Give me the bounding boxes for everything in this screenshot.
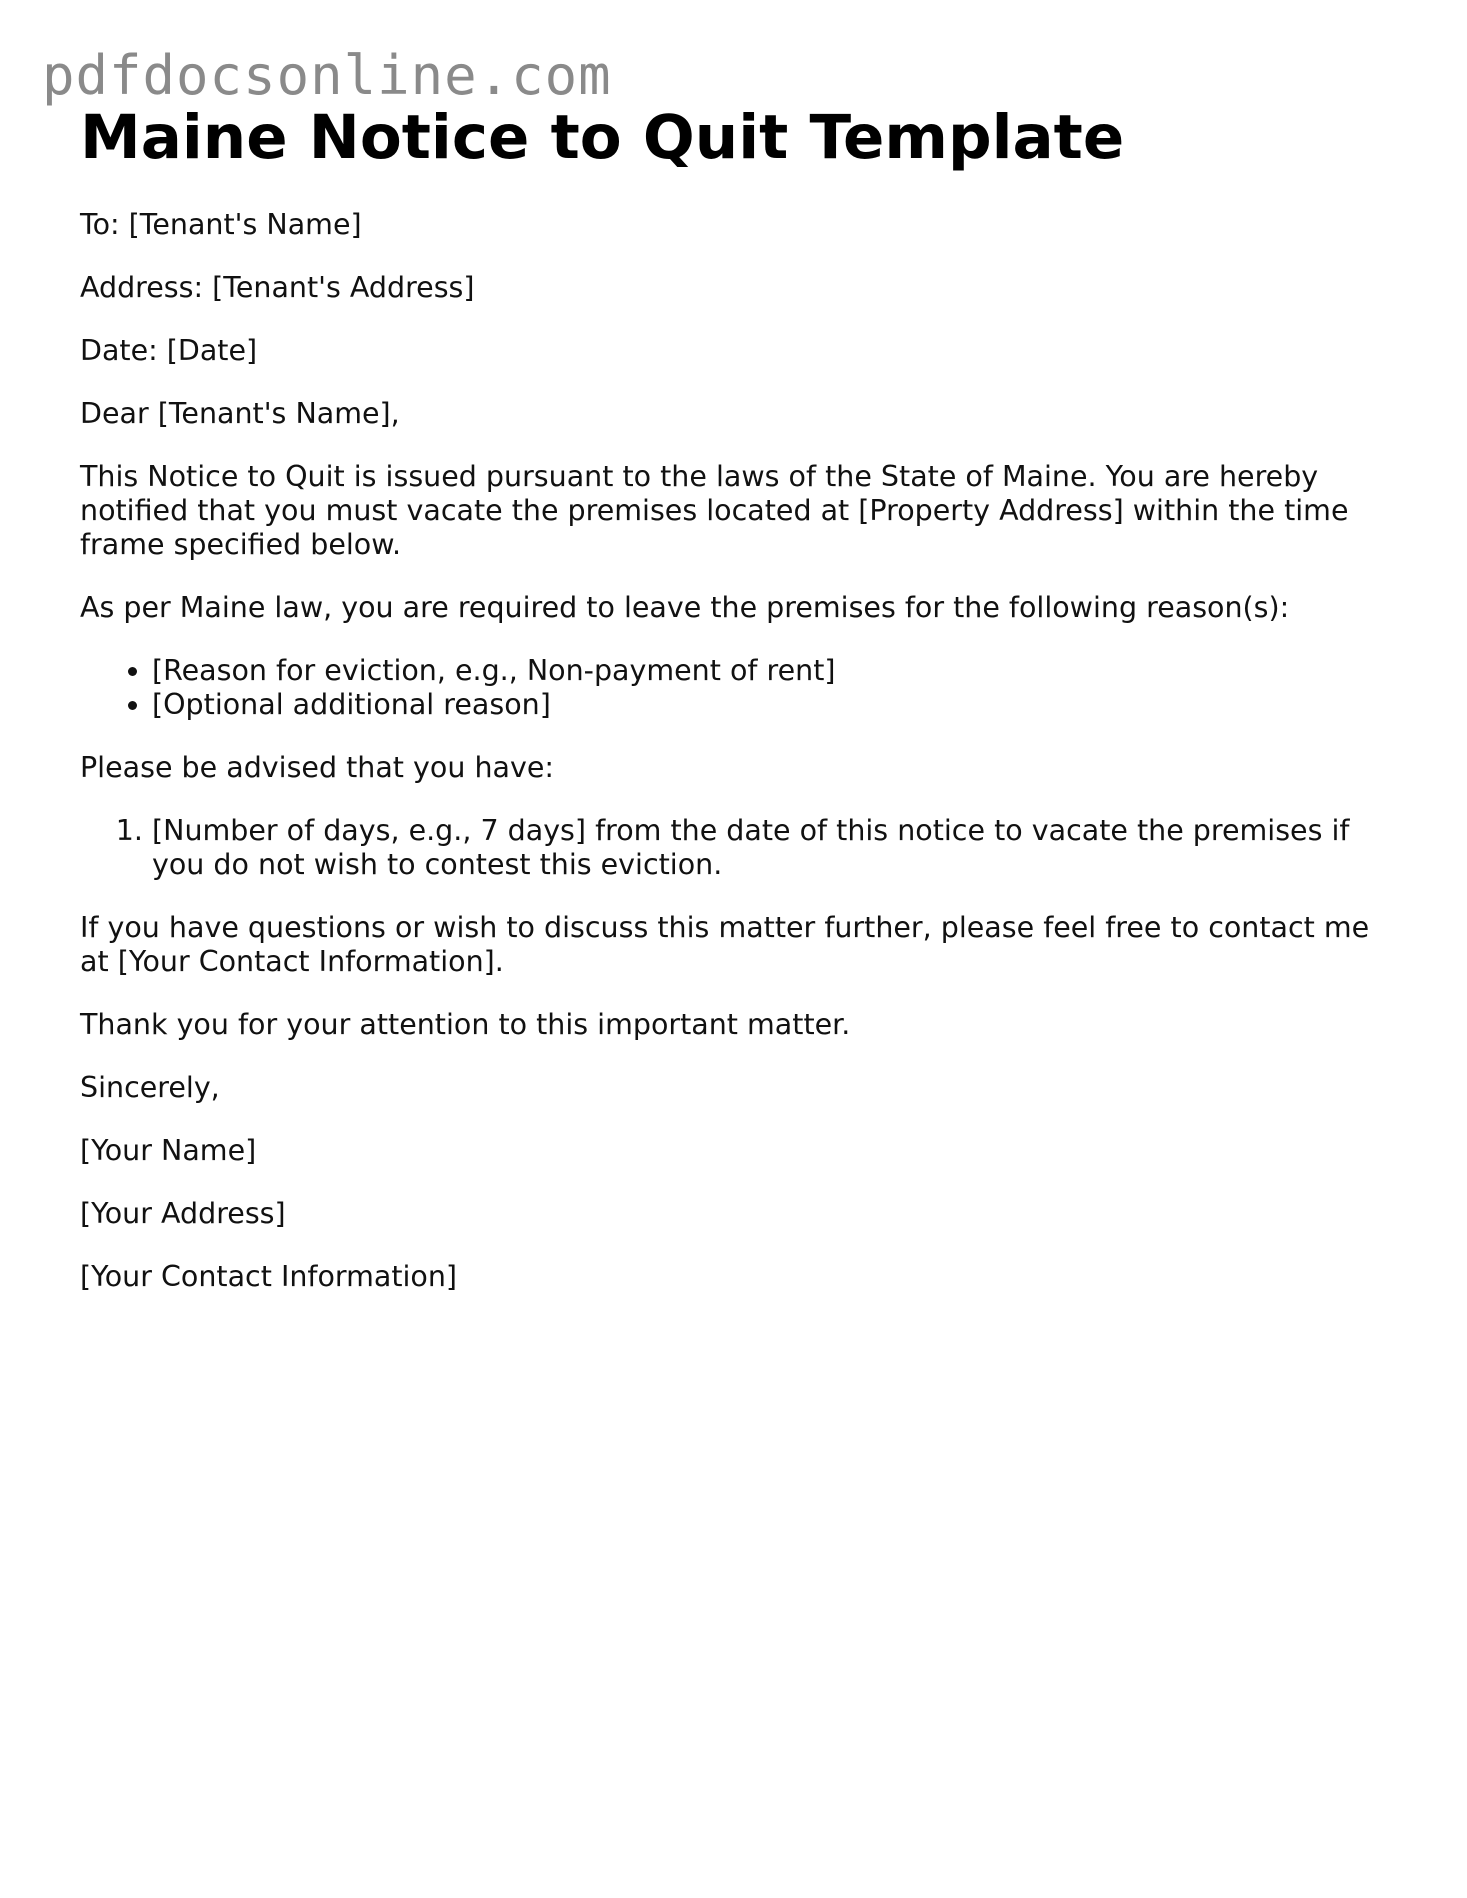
to-line: To: [Tenant's Name] <box>80 208 362 241</box>
signer-address: [Your Address] <box>80 1197 286 1230</box>
thanks-line: Thank you for your attention to this important matter. <box>80 1008 851 1041</box>
document-title: Maine Notice to Quit Template <box>80 102 1125 173</box>
list-item: 1. [Number of days, e.g., 7 days] from the date of this notice to vacate the premises if you do not wish to contest this eviction. <box>152 814 1400 882</box>
list-item: • [Optional additional reason] <box>152 688 1400 722</box>
signer-contact: [Your Contact Information] <box>80 1260 458 1293</box>
address-line: Address: [Tenant's Address] <box>80 271 475 304</box>
date-line: Date: [Date] <box>80 334 258 367</box>
watermark-text: pdfdocsonline.com <box>42 44 612 107</box>
signer-name: [Your Name] <box>80 1134 257 1167</box>
terms-list <box>80 814 1400 882</box>
reasons-intro: As per Maine law, you are required to leave the premises for the following reason(s): <box>80 591 1290 624</box>
salutation: Dear [Tenant's Name], <box>80 397 400 430</box>
reasons-list <box>80 654 1400 722</box>
intro-paragraph: This Notice to Quit is issued pursuant to the laws of the State of Maine. You are hereby notified that you must vacate the premises located at [Property Address] within the time frame specified below. <box>80 460 1349 561</box>
closing: Sincerely, <box>80 1071 220 1104</box>
list-item: • [Reason for eviction, e.g., Non-payment of rent] <box>152 654 1400 688</box>
title-spacer <box>80 178 1400 208</box>
contact-paragraph: If you have questions or wish to discuss this matter further, please feel free to contact me at [Your Contact Information]. <box>80 911 1370 978</box>
advised-intro: Please be advised that you have: <box>80 751 554 784</box>
document-body <box>80 98 1400 1323</box>
